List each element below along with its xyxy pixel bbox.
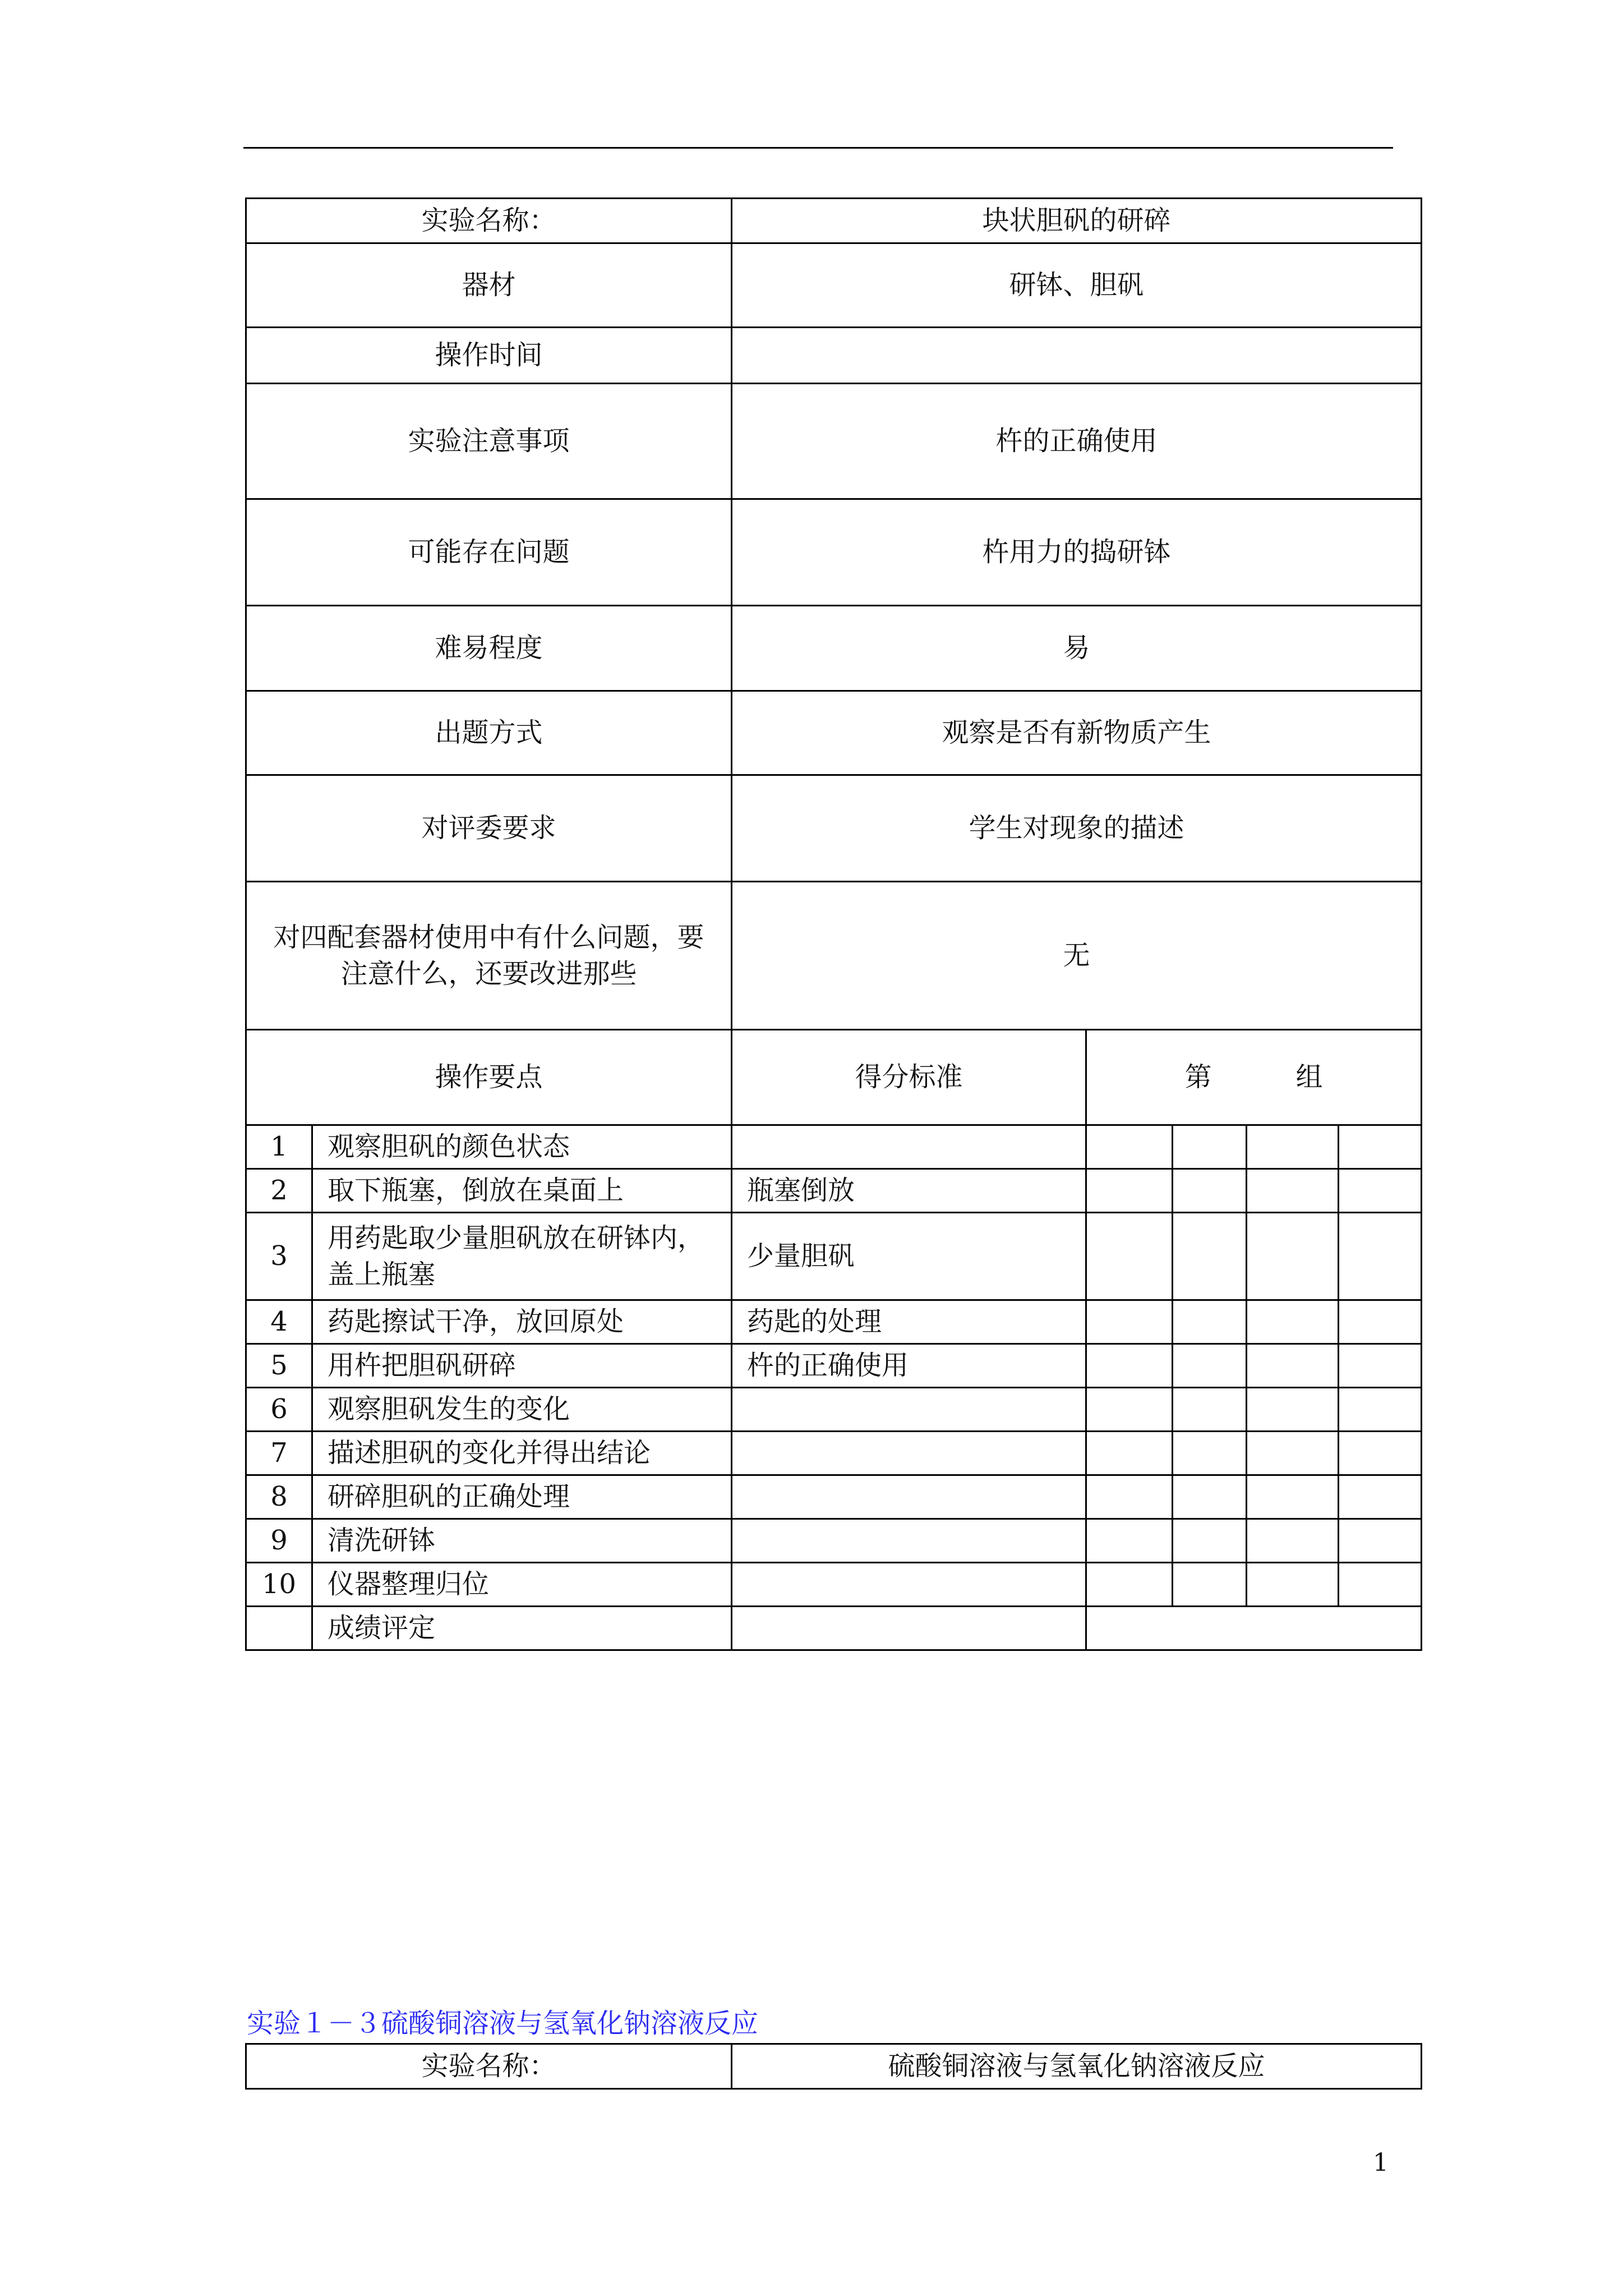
info-row xyxy=(246,2044,1422,2089)
step-number: 8 xyxy=(246,1475,312,1519)
score-cell xyxy=(1173,1432,1247,1475)
score-cell xyxy=(1247,1475,1339,1519)
step-standard: 瓶塞倒放 xyxy=(732,1169,1086,1213)
step-number: 1 xyxy=(246,1125,312,1169)
step-row xyxy=(246,1432,1422,1475)
step-standard xyxy=(732,1125,1086,1169)
info-value: 观察是否有新物质产生 xyxy=(732,691,1422,775)
score-cell xyxy=(1173,1519,1247,1563)
score-cell xyxy=(1339,1213,1422,1300)
step-number: 2 xyxy=(246,1169,312,1213)
step-standard xyxy=(732,1563,1086,1607)
score-cell xyxy=(1247,1125,1339,1169)
step-row xyxy=(246,1125,1422,1169)
info-label: 对评委要求 xyxy=(246,775,732,882)
step-row xyxy=(246,1563,1422,1607)
step-text: 仪器整理归位 xyxy=(312,1563,732,1607)
step-row xyxy=(246,1213,1422,1300)
info-label: 操作时间 xyxy=(246,328,732,384)
step-standard xyxy=(732,1519,1086,1563)
info-row xyxy=(246,606,1422,691)
score-cell xyxy=(1339,1169,1422,1213)
step-number: 7 xyxy=(246,1432,312,1475)
step-text: 成绩评定 xyxy=(312,1607,732,1650)
info-value: 块状胆矾的研碎 xyxy=(732,199,1422,243)
info-row xyxy=(246,775,1422,882)
score-cell xyxy=(1339,1344,1422,1388)
info-label: 实验注意事项 xyxy=(246,384,732,499)
header-group xyxy=(1086,1030,1422,1125)
score-cell xyxy=(1173,1300,1247,1344)
score-cell xyxy=(1086,1388,1173,1432)
step-standard xyxy=(732,1607,1086,1650)
info-value: 杵的正确使用 xyxy=(732,384,1422,499)
score-cell xyxy=(1247,1213,1339,1300)
step-text: 研碎胆矾的正确处理 xyxy=(312,1475,732,1519)
step-number: 4 xyxy=(246,1300,312,1344)
step-row xyxy=(246,1475,1422,1519)
score-cell xyxy=(1247,1344,1339,1388)
info-row xyxy=(246,384,1422,499)
step-text: 观察胆矾的颜色状态 xyxy=(312,1125,732,1169)
group-prefix: 第 xyxy=(1184,1061,1212,1093)
score-cell xyxy=(1247,1388,1339,1432)
group-suffix: 组 xyxy=(1295,1061,1323,1093)
info-value xyxy=(732,328,1422,384)
info-label: 器材 xyxy=(246,243,732,328)
step-text: 清洗研钵 xyxy=(312,1519,732,1563)
score-cell xyxy=(1339,1125,1422,1169)
step-number: 5 xyxy=(246,1344,312,1388)
info-value: 学生对现象的描述 xyxy=(732,775,1422,882)
info-row xyxy=(246,691,1422,775)
score-cell xyxy=(1247,1519,1339,1563)
score-cell xyxy=(1173,1344,1247,1388)
score-cell xyxy=(1086,1213,1173,1300)
score-cell xyxy=(1339,1432,1422,1475)
step-number: 3 xyxy=(246,1213,312,1300)
score-cell xyxy=(1086,1519,1173,1563)
step-standard: 少量胆矾 xyxy=(732,1213,1086,1300)
step-text: 用杵把胆矾研碎 xyxy=(312,1344,732,1388)
score-cell xyxy=(1086,1607,1422,1650)
question-label-line1: 对四配套器材使用中有什么问题，要 xyxy=(273,921,704,953)
step-number xyxy=(246,1607,312,1650)
step-number: 6 xyxy=(246,1388,312,1432)
score-cell xyxy=(1339,1563,1422,1607)
step-text: 取下瓶塞，倒放在桌面上 xyxy=(312,1169,732,1213)
step-row xyxy=(246,1519,1422,1563)
step-standard xyxy=(732,1475,1086,1519)
score-cell xyxy=(1173,1563,1247,1607)
score-cell xyxy=(1086,1125,1173,1169)
step-standard: 药匙的处理 xyxy=(732,1300,1086,1344)
section-heading: 实验１－３硫酸铜溶液与氢氧化钠溶液反应 xyxy=(247,2008,759,2039)
header-score-standard: 得分标准 xyxy=(732,1030,1086,1125)
step-text: 描述胆矾的变化并得出结论 xyxy=(312,1432,732,1475)
score-cell xyxy=(1247,1169,1339,1213)
score-cell xyxy=(1173,1213,1247,1300)
score-cell xyxy=(1339,1475,1422,1519)
info-row xyxy=(246,199,1422,243)
info-label: 实验名称： xyxy=(246,199,732,243)
score-cell xyxy=(1086,1475,1173,1519)
header-key-points: 操作要点 xyxy=(246,1030,732,1125)
score-cell xyxy=(1173,1125,1247,1169)
step-text: 用药匙取少量胆矾放在研钵内，盖上瓶塞 xyxy=(312,1213,732,1300)
step-row xyxy=(246,1388,1422,1432)
experiment-table xyxy=(245,197,1422,1651)
step-standard xyxy=(732,1388,1086,1432)
score-cell xyxy=(1086,1300,1173,1344)
score-cell xyxy=(1086,1169,1173,1213)
step-row xyxy=(246,1344,1422,1388)
step-number: 10 xyxy=(246,1563,312,1607)
score-cell xyxy=(1086,1563,1173,1607)
info-value: 硫酸铜溶液与氢氧化钠溶液反应 xyxy=(732,2044,1422,2089)
info-label: 实验名称： xyxy=(246,2044,732,2089)
step-row xyxy=(246,1607,1422,1650)
question-label xyxy=(246,882,732,1030)
step-row xyxy=(246,1169,1422,1213)
step-number: 9 xyxy=(246,1519,312,1563)
header-rule xyxy=(243,147,1393,149)
info-row xyxy=(246,243,1422,328)
score-cell xyxy=(1173,1388,1247,1432)
info-row xyxy=(246,499,1422,606)
score-cell xyxy=(1173,1169,1247,1213)
step-standard xyxy=(732,1432,1086,1475)
score-cell xyxy=(1339,1519,1422,1563)
score-cell xyxy=(1247,1300,1339,1344)
score-cell xyxy=(1339,1388,1422,1432)
score-cell xyxy=(1339,1300,1422,1344)
score-header-row xyxy=(246,1030,1422,1125)
info-label: 可能存在问题 xyxy=(246,499,732,606)
score-cell xyxy=(1086,1432,1173,1475)
step-row xyxy=(246,1300,1422,1344)
score-cell xyxy=(1173,1475,1247,1519)
step-text: 观察胆矾发生的变化 xyxy=(312,1388,732,1432)
step-text: 药匙擦试干净，放回原处 xyxy=(312,1300,732,1344)
question-label-line2: 注意什么，还要改进那些 xyxy=(340,958,637,990)
score-cell xyxy=(1086,1344,1173,1388)
next-experiment-table xyxy=(245,2043,1422,2090)
score-cell xyxy=(1247,1432,1339,1475)
question-value: 无 xyxy=(732,882,1422,1030)
info-label: 难易程度 xyxy=(246,606,732,691)
page-number: 1 xyxy=(1373,2148,1389,2177)
info-label: 出题方式 xyxy=(246,691,732,775)
info-value: 研钵、胆矾 xyxy=(732,243,1422,328)
question-row xyxy=(246,882,1422,1030)
info-value: 杵用力的捣研钵 xyxy=(732,499,1422,606)
step-standard: 杵的正确使用 xyxy=(732,1344,1086,1388)
info-value: 易 xyxy=(732,606,1422,691)
info-row xyxy=(246,328,1422,384)
score-cell xyxy=(1247,1563,1339,1607)
